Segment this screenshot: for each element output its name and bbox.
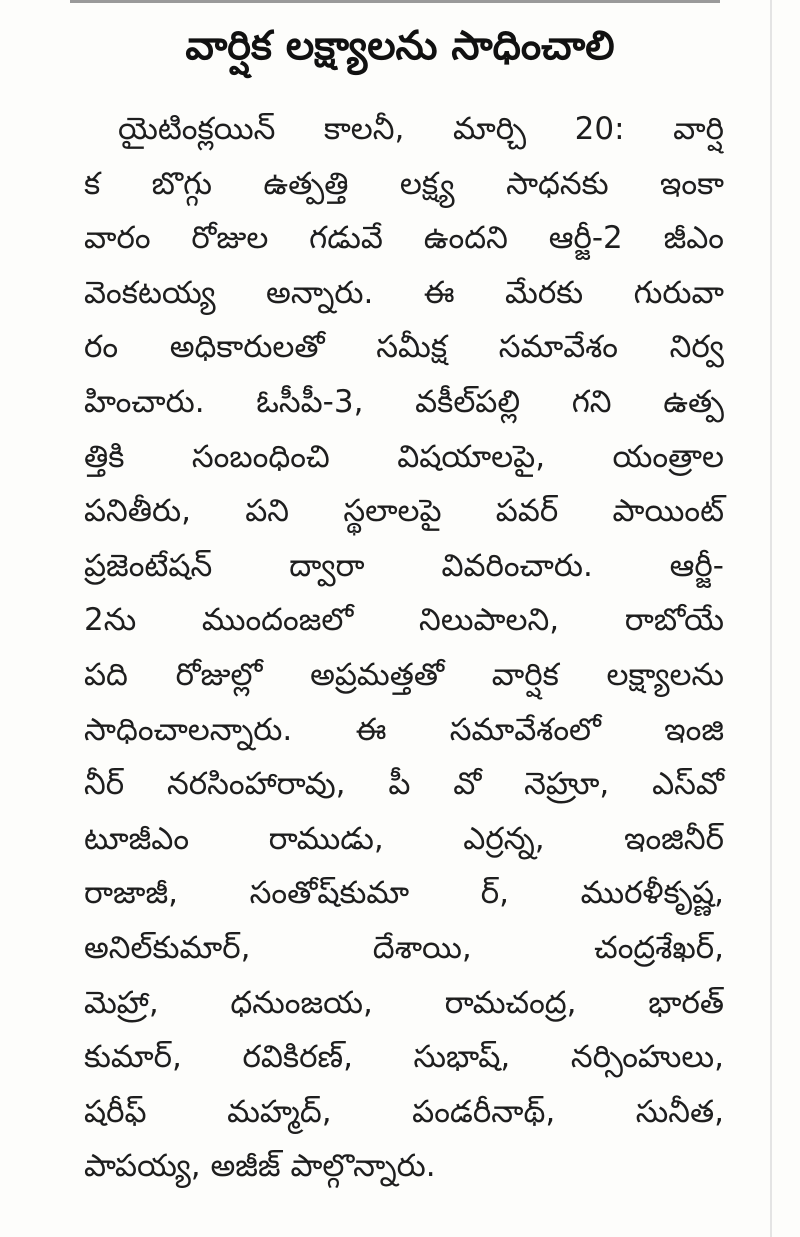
article-line: క బొగ్గు ఉత్పత్తి లక్ష్య సాధనకు ఇంకా xyxy=(84,165,724,202)
article-line: కుమార్, రవికిరణ్, సుభాష్, నర్సింహులు, xyxy=(84,1039,724,1076)
article-line: రం అధికారులతో సమీక్ష సమావేశం నిర్వ xyxy=(84,329,724,366)
article-line: త్తికి సంబంధించి విషయాలపై, యంత్రాల xyxy=(84,438,724,475)
top-divider xyxy=(70,0,720,3)
article-line: 2ను ముందంజలో నిలుపాలని, రాబోయే xyxy=(84,602,724,639)
article-line: వారం రోజుల గడువే ఉందని ఆర్జీ-2 జీఎం xyxy=(84,220,724,257)
article-line: టూజీఎం రాముడు, ఎర్రన్న, ఇంజినీర్ xyxy=(84,820,724,857)
article-line: అనిల్‌కుమార్, దేశాయి, చంద్రశేఖర్, xyxy=(84,929,724,966)
article-line: ప్రజెంటేషన్ ద్వారా వివరించారు. ఆర్జీ- xyxy=(84,547,724,584)
article-line: రాజాజీ, సంతోష్‌కుమా ర్, మురళీకృష్ణ, xyxy=(84,875,724,912)
article-line: వెంకటయ్య అన్నారు. ఈ మేరకు గురువా xyxy=(84,274,724,311)
article-body xyxy=(84,102,724,1194)
article-line: షరీఫ్ మహ్మద్, పండరీనాథ్, సునీత, xyxy=(84,1093,724,1130)
article-line: హించారు. ఓసీపీ-3, వకీల్‌పల్లి గని ఉత్ప xyxy=(84,383,724,420)
headline: వార్షిక లక్ష్యాలను సాధించాలి xyxy=(185,23,615,69)
article-line: నీర్ నరసింహారావు, పీ వో నెహ్రూ, ఎస్‌వో xyxy=(84,766,724,803)
article-line: సాధించాలన్నారు. ఈ సమావేశంలో ఇంజి xyxy=(84,711,724,748)
article-line: మెహ్రా, ధనుంజయ, రామచంద్ర, భారత్ xyxy=(84,984,724,1021)
article-line: పనితీరు, పని స్థలాలపై పవర్ పాయింట్ xyxy=(84,493,724,530)
article-line: పది రోజుల్లో అప్రమత్తతో వార్షిక లక్ష్యాలను xyxy=(84,656,724,693)
right-edge-divider xyxy=(770,0,772,1237)
article-line: పాపయ్య, అజీజ్ పాల్గొన్నారు. xyxy=(84,1148,436,1185)
article-line: యైటింక్లయిన్ కాలనీ, మార్చి 20: వార్షి xyxy=(118,111,724,147)
